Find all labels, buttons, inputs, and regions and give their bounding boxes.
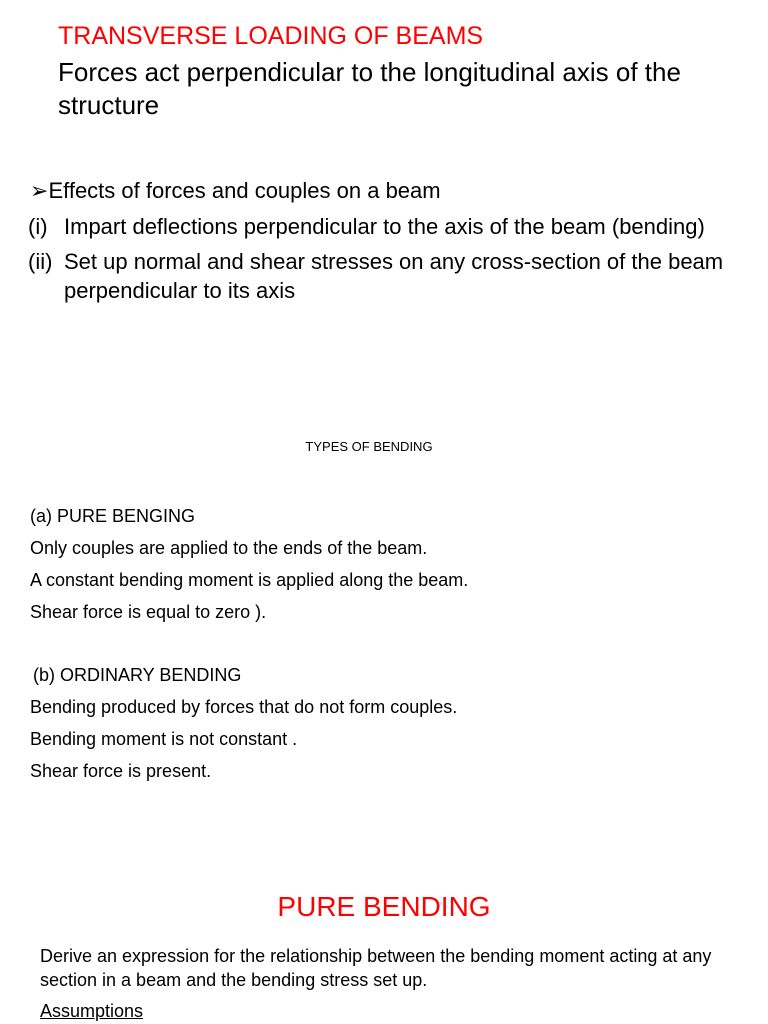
list-item: A constant bending moment is applied along the beam. xyxy=(30,570,469,590)
pure-bending-section xyxy=(30,500,468,628)
ordinary-bending-section xyxy=(30,659,457,787)
page-subtitle: Forces act perpendicular to the longitudinal axis of the structure xyxy=(58,57,681,120)
list-item xyxy=(28,247,763,305)
list-item xyxy=(28,212,763,241)
list-item-text: Impart deflections perpendicular to the axis of the beam (bending) xyxy=(64,214,705,239)
effects-heading-text: Effects of forces and couples on a beam xyxy=(48,178,441,203)
list-item: Only couples are applied to the ends of the beam. xyxy=(30,538,428,558)
list-item-number: (ii) xyxy=(28,249,53,274)
pure-bending-heading: PURE BENDING xyxy=(277,891,491,922)
assumptions-heading: Assumptions xyxy=(40,1001,144,1021)
arrow-bullet-icon: ➢ xyxy=(30,178,49,203)
types-of-bending-heading: TYPES OF BENDING xyxy=(305,439,433,454)
pure-bending-label: (a) PURE BENGING xyxy=(30,506,196,526)
ordinary-bending-label: (b) ORDINARY BENDING xyxy=(33,665,242,685)
list-item-text: Set up normal and shear stresses on any cross-section of the beam perpendicular to its axis xyxy=(64,249,724,303)
list-item: Bending moment is not constant . xyxy=(30,729,298,749)
effects-list xyxy=(28,212,763,311)
list-item-number: (i) xyxy=(28,214,48,239)
list-item: Shear force is equal to zero ). xyxy=(30,602,267,622)
pure-bending-description: Derive an expression for the relationship between the bending moment acting at any section in a beam and the bending stress set up. xyxy=(40,946,712,990)
effects-heading xyxy=(30,176,441,206)
list-item: Bending produced by forces that do not form couples. xyxy=(30,697,458,717)
page-title: TRANSVERSE LOADING OF BEAMS xyxy=(58,22,484,50)
list-item: Shear force is present. xyxy=(30,761,212,781)
